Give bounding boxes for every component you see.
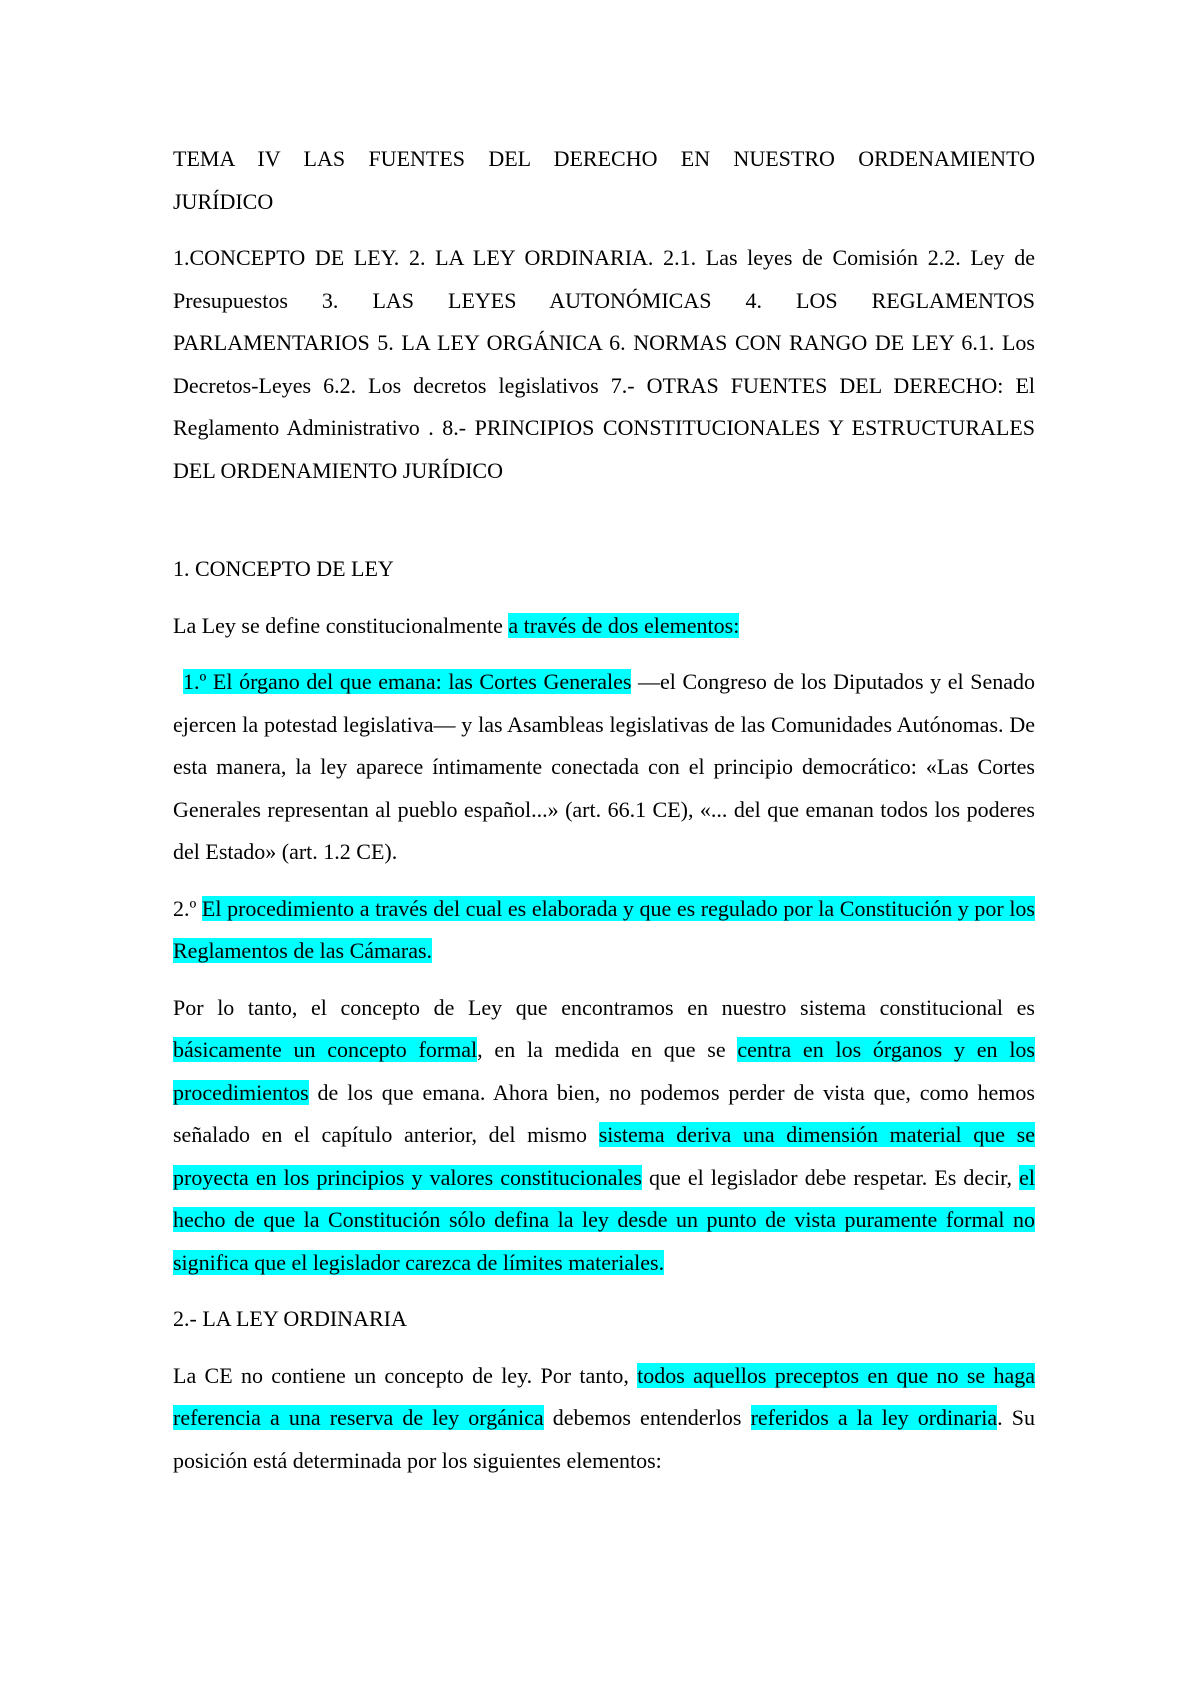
highlighted-text: El procedimiento a través del cual es elaborada y que es regulado por la Constitución y por los Reglamentos de las Cámaras. <box>173 895 1035 963</box>
text-run: de los que emana. Ahora bien, no podemos perder de vista que, como hemos señalado en el capítulo anterior, del mismo <box>173 1079 1035 1147</box>
highlighted-text: todos aquellos preceptos en que no se haga referencia a una reserva de ley orgánica <box>173 1362 1035 1430</box>
text-run: . Su posición está determinada por los siguientes elementos: <box>173 1405 1035 1473</box>
text-run: —el Congreso de los Diputados y el Senado ejercen la potestad legislativa— y las Asambleas legislativas de las Comunidades Autónomas. De esta manera, la ley aparece íntimamente conectada con el principio democrático: «Las Cortes Generales representan al pueblo español...» (art. 66.1 CE), «... del que emanan todos los poderes del Estado» (art. 1.2 CE). <box>173 669 1035 864</box>
document-body <box>173 138 1035 1496</box>
highlighted-text: referidos a la ley ordinaria <box>750 1405 998 1430</box>
text-run: que el legislador debe respetar. Es decir, <box>641 1164 1020 1190</box>
highlighted-text: 1.º El órgano del que emana: las Cortes Generales <box>183 669 632 694</box>
highlighted-text: a través de dos elementos: <box>508 612 740 638</box>
paragraph-concept-formal <box>173 987 1035 1285</box>
text-run: Por lo tanto, el concepto de Ley que encontramos en nuestro sistema constitucional es <box>173 994 1035 1020</box>
text-run: La CE no contiene un concepto de ley. Por tanto, <box>173 1362 638 1388</box>
highlighted-text: sistema deriva una dimensión material que se proyecta en los principios y valores constitucionales <box>173 1122 1036 1190</box>
spacer <box>173 506 1035 548</box>
document-title: TEMA IV LAS FUENTES DEL DERECHO EN NUESTRO ORDENAMIENTO JURÍDICO <box>173 146 1035 214</box>
section-heading-ley-ordinaria: 2.- LA LEY ORDINARIA <box>173 1306 407 1331</box>
text-run: 2.º <box>173 895 202 921</box>
highlighted-text: centra en los órganos y en los procedimientos <box>173 1037 1035 1105</box>
indent <box>173 669 183 694</box>
section-heading-concepto: 1. CONCEPTO DE LEY <box>173 556 394 581</box>
text-run: La Ley se define constitucionalmente <box>173 612 509 638</box>
paragraph-ley-ordinaria <box>173 1355 1035 1483</box>
paragraph-item-1 <box>173 661 1035 874</box>
highlighted-text: el hecho de que la Constitución sólo defina la ley desde un punto de vista puramente formal no significa que el legislador carezca de límites materiales. <box>173 1164 1035 1275</box>
text-run: debemos entenderlos <box>543 1405 751 1430</box>
highlighted-text: básicamente un concepto formal <box>173 1037 478 1062</box>
paragraph-item-2 <box>173 888 1035 973</box>
text-run: , en la medida en que se <box>477 1037 738 1062</box>
topic-outline: 1.CONCEPTO DE LEY. 2. LA LEY ORDINARIA. 2.1. Las leyes de Comisión 2.2. Ley de Presupuestos 3. LAS LEYES AUTONÓMICAS 4. LOS REGLAMENTOS PARLAMENTARIOS 5. LA LEY ORGÁNICA 6. NORMAS CON RANGO DE LEY 6.1. Los Decretos-Leyes 6.2. Los decretos legislativos 7.- OTRAS FUENTES DEL DERECHO: El Reglamento Administrativo . 8.- PRINCIPIOS CONSTITUCIONALES Y ESTRUCTURALES DEL ORDENAMIENTO JURÍDICO <box>173 245 1035 483</box>
paragraph-intro <box>173 605 1035 648</box>
